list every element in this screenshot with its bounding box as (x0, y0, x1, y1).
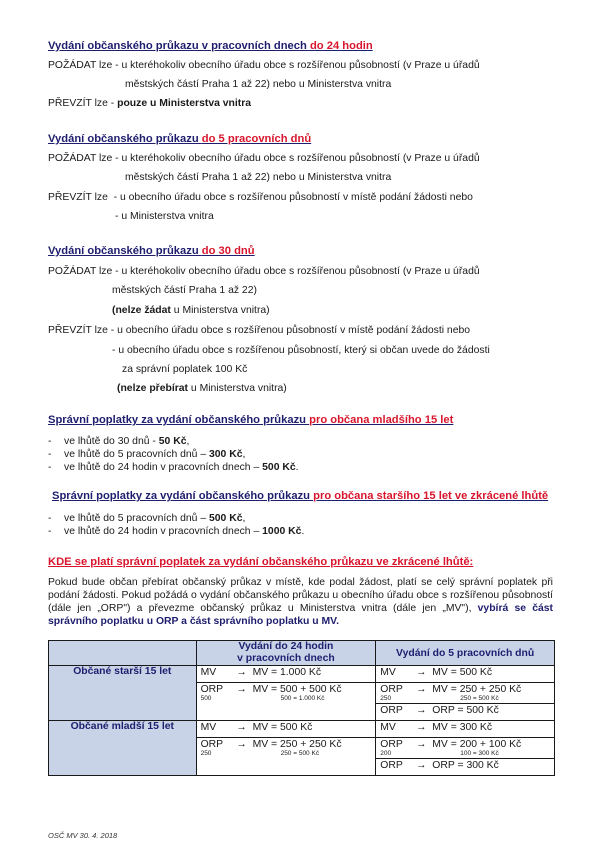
arrow-icon: → (416, 667, 427, 678)
list-item: - ve lhůtě do 5 pracovních dnů – 500 Kč, (48, 513, 246, 524)
pozadat-24h-line-2: městských částí Praha 1 až 22) nebo u Ministerstva vnitra (125, 79, 392, 90)
section-24h-deadline: do 24 hodin (309, 40, 373, 52)
arrow-icon: → (236, 739, 247, 750)
arrow-icon: → (236, 722, 247, 733)
table-header-row (49, 641, 555, 666)
section-30d-deadline: do 30 dnů (201, 245, 255, 257)
list-item: - ve lhůtě do 24 hodin v pracovních dnech – 500 Kč. (48, 462, 299, 473)
pozadat-5d-line: POŽÁDAT lze - u kteréhokoliv obecního úřadu obce s rozšířenou působností (v Praze u úřadů (48, 153, 480, 164)
table-row (49, 721, 555, 738)
pozadat-30d-line-2: městských částí Praha 1 až 22) (112, 285, 257, 296)
arrow-icon: → (416, 722, 427, 733)
pozadat-30d-line: POŽÁDAT lze - u kteréhokoliv obecního úřadu obce s rozšířenou působností (v Praze u úřadů (48, 266, 480, 277)
section-30d-title: Vydání občanského průkazu do 30 dnů (48, 245, 255, 257)
list-item: - ve lhůtě do 30 dnů - 50 Kč, (48, 436, 190, 447)
list-item: - ve lhůtě do 24 hodin v pracovních dnech – 1000 Kč. (48, 526, 305, 537)
cell-over15-5d-mv: MV → MV = 500 Kč (376, 666, 555, 683)
cell-under15-24h-mv: MV → MV = 500 Kč (196, 721, 376, 738)
pozadat-24h-line: POŽÁDAT lze - u kteréhokoliv obecního úřadu obce s rozšířenou působností (v Praze u úřadů (48, 60, 480, 71)
list-item: - ve lhůtě do 5 pracovních dnů – 300 Kč, (48, 449, 246, 460)
prevzit-30d-line-2: - u obecního úřadu obce s rozšířenou působností, který si občan uvede do žádosti (112, 345, 490, 356)
table-corner-cell (49, 641, 197, 666)
prevzit-30d-line-3: za správní poplatek 100 Kč (122, 364, 248, 375)
kde-title: KDE se platí správní poplatek za vydání občanského průkazu ve zkrácené lhůtě: (48, 556, 474, 568)
row-label-over15: Občané starší 15 let (49, 666, 197, 721)
cell-under15-24h-orp: ORP 250 → MV = 250 + 250 Kč 250 = 500 Kč (196, 738, 376, 776)
arrow-icon: → (236, 667, 247, 678)
section-24h-title: Vydání občanského průkazu v pracovních dnech do 24 hodin (48, 40, 373, 52)
prevzit-5d-line: PŘEVZÍT lze - u obecního úřadu obce s rozšířenou působností v místě podání žádosti nebo (48, 192, 473, 203)
fees-over15-list (48, 512, 304, 538)
cell-over15-24h-mv: MV → MV = 1.000 Kč (196, 666, 376, 683)
cell-over15-24h-orp: ORP 500 → MV = 500 + 500 Kč 500 = 1.000 Kč (196, 683, 376, 721)
document-footer: OSČ MV 30. 4. 2018 (48, 831, 118, 840)
section-5d-deadline: do 5 pracovních dnů (201, 133, 312, 145)
cell-under15-5d-orp-orp: ORP → ORP = 300 Kč (376, 759, 555, 776)
fees-under15-title: Správní poplatky za vydání občanského průkazu pro občana mladšího 15 let (48, 414, 454, 426)
arrow-icon: → (416, 705, 427, 716)
arrow-icon: → (416, 739, 427, 750)
prevzit-30d-line: PŘEVZÍT lze - u obecního úřadu obce s rozšířenou působností v místě podání žádosti nebo (48, 325, 471, 336)
fee-split-table (48, 640, 555, 776)
pozadat-30d-note: (nelze žádat u Ministerstva vnitra) (112, 305, 270, 316)
cell-over15-5d-orp-mv: ORP 250 → MV = 250 + 250 Kč 250 = 500 Kč (376, 683, 555, 704)
pozadat-5d-line-2: městských částí Praha 1 až 22) nebo u Ministerstva vnitra (125, 172, 392, 183)
prevzit-30d-note: (nelze přebírat u Ministerstva vnitra) (117, 383, 287, 394)
table-row (49, 666, 555, 683)
prevzit-5d-line-2: - u Ministerstva vnitra (115, 211, 214, 222)
arrow-icon: → (416, 684, 427, 695)
section-5d-title: Vydání občanského průkazu do 5 pracovních dnů (48, 133, 312, 145)
fees-under15-list (48, 435, 299, 474)
arrow-icon: → (416, 760, 427, 771)
kde-paragraph: Pokud bude občan přebírat občanský průkaz v místě, kde podal žádost, platí se celý správní poplatek při podání žádosti. Pokud požádá o vydání občanského průkazu u obecního úřadu obce s rozšířenou působností (dále jen „ORP") a převezme občanský průkaz u Ministerstva vnitra (dále jen „MV"), vybírá se část správního poplatku u ORP a část správního poplatku u MV. (48, 577, 553, 627)
prevzit-24h-line: PŘEVZÍT lze - pouze u Ministerstva vnitra (48, 98, 252, 109)
arrow-icon: → (236, 684, 247, 695)
col-header-24h: Vydání do 24 hodin v pracovních dnech (196, 641, 376, 666)
cell-under15-5d-orp-mv: ORP 200 → MV = 200 + 100 Kč 100 = 300 Kč (376, 738, 555, 759)
col-header-5d: Vydání do 5 pracovních dnů (376, 641, 555, 666)
cell-over15-5d-orp-orp: ORP → ORP = 500 Kč (376, 704, 555, 721)
fees-over15-title: Správní poplatky za vydání občanského průkazu pro občana staršího 15 let ve zkrácené lhůtě (52, 490, 549, 502)
row-label-under15: Občané mladší 15 let (49, 721, 197, 776)
cell-under15-5d-mv: MV → MV = 300 Kč (376, 721, 555, 738)
